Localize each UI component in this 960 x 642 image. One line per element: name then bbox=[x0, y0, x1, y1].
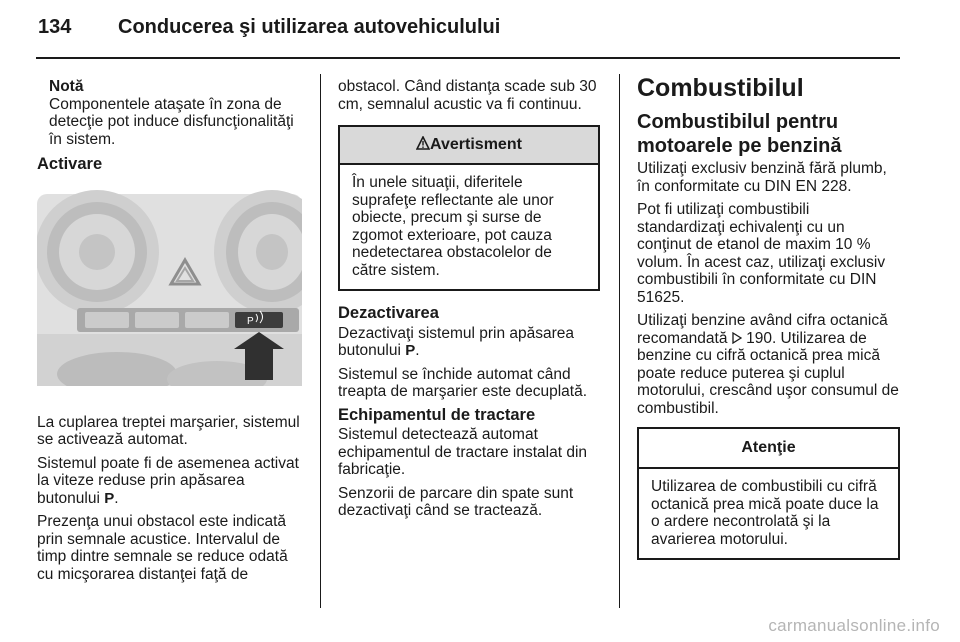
heading-echipament-tractare: Echipamentul de tractare bbox=[338, 405, 536, 424]
column-left bbox=[37, 78, 307, 589]
column-right bbox=[637, 74, 900, 574]
para-dezactivarea-2: Sistemul se închide automat când treapta de marşarier este decuplată. bbox=[338, 365, 587, 400]
subsection-title-benzina: Combustibilul pentru motoarele pe benzină bbox=[637, 111, 842, 157]
para-dezactivarea-1: Dezactivaţi sistemul prin apăsarea butonului P. bbox=[338, 324, 575, 359]
warning-body: În unele situaţii, diferitele suprafeţe reflectante ale unor obiecte, precum şi surse de zgomot exterioare, pot cauza nedetectarea obstacolelor de către sistem. bbox=[352, 174, 554, 279]
park-assist-button-icon: P bbox=[405, 342, 416, 359]
parking-button-illustration bbox=[37, 184, 302, 386]
caution-body: Utilizarea de combustibili cu cifră octanică prea mică poate duce la o ardere necontrolată şi la avarierea motorului. bbox=[651, 478, 879, 548]
page-reference-icon bbox=[732, 332, 742, 344]
warning-box bbox=[338, 125, 600, 291]
para-echipament-2: Senzorii de parcare din spate sunt dezactivaţi când se tractează. bbox=[338, 484, 574, 519]
caution-box bbox=[637, 427, 900, 560]
column-divider bbox=[320, 74, 321, 608]
note-block bbox=[37, 78, 307, 148]
para-continuation: obstacol. Când distanţa scade sub 30 cm, semnalul acustic va fi continuu. bbox=[338, 78, 597, 113]
svg-text:P: P bbox=[247, 315, 254, 327]
park-assist-button-icon: P bbox=[104, 489, 115, 507]
section-title-combustibilul: Combustibilul bbox=[637, 74, 804, 102]
column-divider bbox=[619, 74, 620, 608]
para-activare-3: Prezenţa unui obstacol este indicată prin semnale acustice. Intervalul de timp dintre semnale se reduce odată cu micşorarea distanţei faţă de bbox=[37, 513, 288, 583]
para-activare-1: La cuplarea treptei marşarier, sistemul se activează automat. bbox=[37, 413, 300, 448]
note-body: Componentele ataşate în zona de detecţie pot induce disfuncţionalităţi în sistem. bbox=[49, 95, 294, 148]
page-header-title: Conducerea şi utilizarea autovehiculului bbox=[118, 16, 501, 38]
para-activare-2: Sistemul poate fi de asemenea activat la viteze reduse prin apăsarea butonului P. bbox=[37, 454, 299, 507]
warning-triangle-icon bbox=[416, 136, 430, 150]
column-middle bbox=[338, 78, 600, 526]
watermark: carmanualsonline.info bbox=[768, 616, 940, 635]
para-combustibil-2: Pot fi utilizaţi combustibili standardizaţi echivalenţi cu un conţinut de etanol de maxim 10 % volum. În acest caz, utilizaţi exclusiv combustibili în conformitate cu DIN 51625. bbox=[637, 201, 886, 306]
heading-activare: Activare bbox=[37, 155, 103, 173]
para-combustibil-1: Utilizaţi exclusiv benzină fără plumb, în conformitate cu DIN EN 228. bbox=[637, 160, 887, 195]
para-echipament-1: Sistemul detectează automat echipamentul de tractare instalat din fabricaţie. bbox=[338, 426, 588, 478]
warning-box-header bbox=[340, 127, 598, 165]
warning-title: Avertisment bbox=[430, 136, 522, 153]
page-number: 134 bbox=[38, 16, 72, 38]
note-title: Notă bbox=[49, 78, 84, 95]
para-combustibil-3: Utilizaţi benzine având cifra octanică recomandată 190. Utilizarea de benzine cu cifră octanică prea mică poate reduce puterea şi cuplul motorului, crescând uşor consumul de combustibil. bbox=[637, 312, 899, 417]
header-rule bbox=[36, 57, 900, 59]
heading-dezactivarea: Dezactivarea bbox=[338, 304, 439, 322]
caution-box-header: Atenţie bbox=[639, 429, 898, 469]
